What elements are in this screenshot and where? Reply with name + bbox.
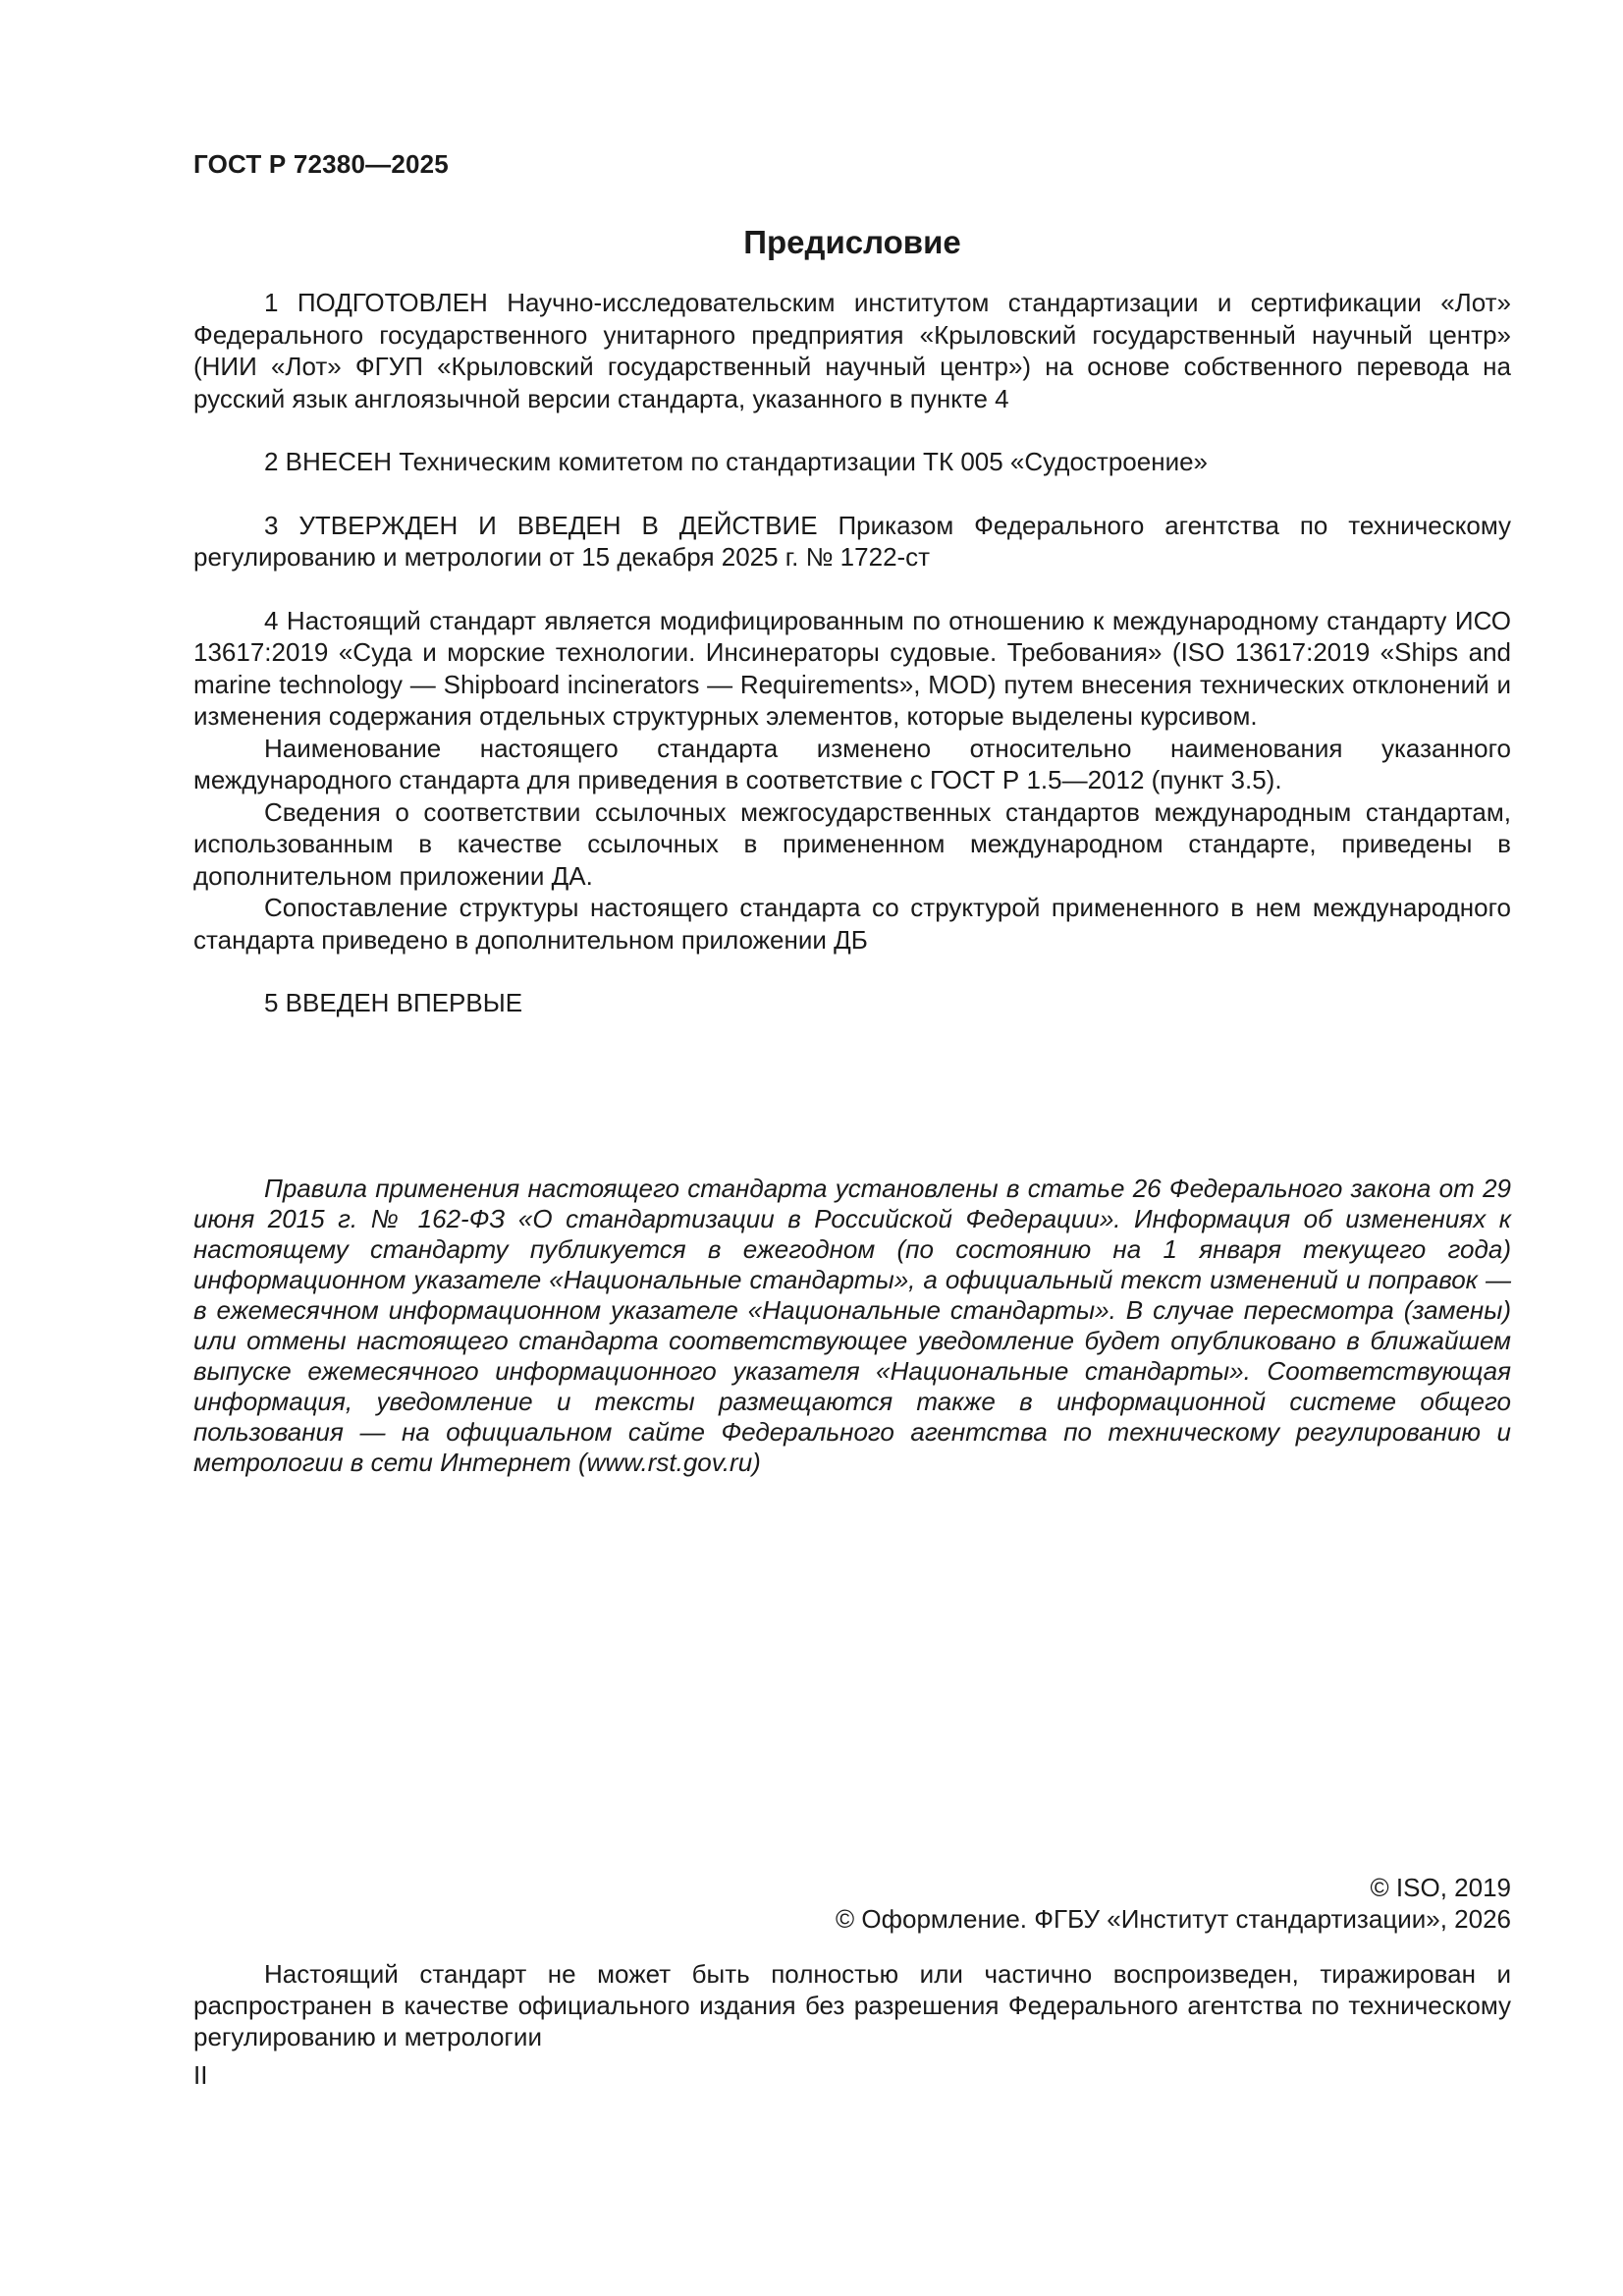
page-title: Предисловие xyxy=(743,224,961,260)
paragraph-prepared: 1 ПОДГОТОВЛЕН Научно-исследовательским институтом стандартизации и сертификации «Лот» Федерального государственного унитарного предприятия «Крыловский государственный научный центр» (НИИ «Лот» ФГУП «Крыловский государственный научный центр») на основе собственного перевода на русский язык англоязычной версии стандарта, указанного в пункте 4 xyxy=(193,288,1511,413)
copyright-iso: © ISO, 2019 xyxy=(1370,1873,1511,1902)
copyright-block xyxy=(193,1872,1511,1935)
reproduction-notice: Настоящий стандарт не может быть полностью или частично воспроизведен, тиражирован и распространен в качестве официального издания без разрешения Федерального агентства по техническому регулированию и метрологии xyxy=(193,1959,1511,2051)
page-number: II xyxy=(193,2060,208,2090)
foreword-content xyxy=(193,287,1511,1019)
paragraph-structure: Сопоставление структуры настоящего стандарта со структурой примененного в нем международного стандарта приведено в дополнительном приложении ДБ xyxy=(193,893,1511,955)
paragraph-submitted: 2 ВНЕСЕН Техническим комитетом по стандартизации ТК 005 «Судостроение» xyxy=(264,447,1209,476)
copyright-design: © Оформление. ФГБУ «Институт стандартизации», 2026 xyxy=(836,1904,1511,1934)
paragraph-name-change: Наименование настоящего стандарта изменено относительно наименования указанного международного стандарта для приведения в соответствие с ГОСТ Р 1.5—2012 (пункт 3.5). xyxy=(193,733,1511,794)
document-id: ГОСТ Р 72380—2025 xyxy=(193,149,449,179)
paragraph-references: Сведения о соответствии ссылочных межгосударственных стандартов международным стандартам, использованным в качестве ссылочных в примененном международном стандарте, приведены в дополнительном приложении ДА. xyxy=(193,796,1511,891)
application-rules-notice: Правила применения настоящего стандарта установлены в статье 26 Федерального закона от 29 июня 2015 г. № 162-ФЗ «О стандартизации в Российской Федерации». Информация об изменениях к настоящему стандарту публикуется в ежегодном (по состоянию на 1 января текущего года) информационном указателе «Национальные стандарты», а официальный текст изменений и поправок — в ежемесячном информационном указателе «Национальные стандарты». В случае пересмотра (замены) или отмены настоящего стандарта соответствующее уведомление будет опубликовано в ближайшем выпуске ежемесячного информационного указателя «Национальные стандарты». Соответствующая информация, уведомление и тексты размещаются также в информационной системе общего пользования — на официальном сайте Федерального агентства по техническому регулированию и метрологии в сети Интернет (www.rst.gov.ru) xyxy=(193,1174,1511,1477)
paragraph-approved: 3 УТВЕРЖДЕН И ВВЕДЕН В ДЕЙСТВИЕ Приказом Федерального агентства по техническому регулированию и метрологии от 15 декабря 2025 г. № 1722-ст xyxy=(193,510,1511,572)
paragraph-first-introduced: 5 ВВЕДЕН ВПЕРВЫЕ xyxy=(264,988,523,1017)
paragraph-modified: 4 Настоящий стандарт является модифицированным по отношению к международному стандарту ИСО 13617:2019 «Суда и морские технологии. Инсинераторы судовые. Требования» (ISO 13617:2019 «Ships and marine technology — Shipboard incinerators — Requirements», MOD) путем внесения технических отклонений и изменения содержания отдельных структурных элементов, которые выделены курсивом. xyxy=(193,605,1511,731)
